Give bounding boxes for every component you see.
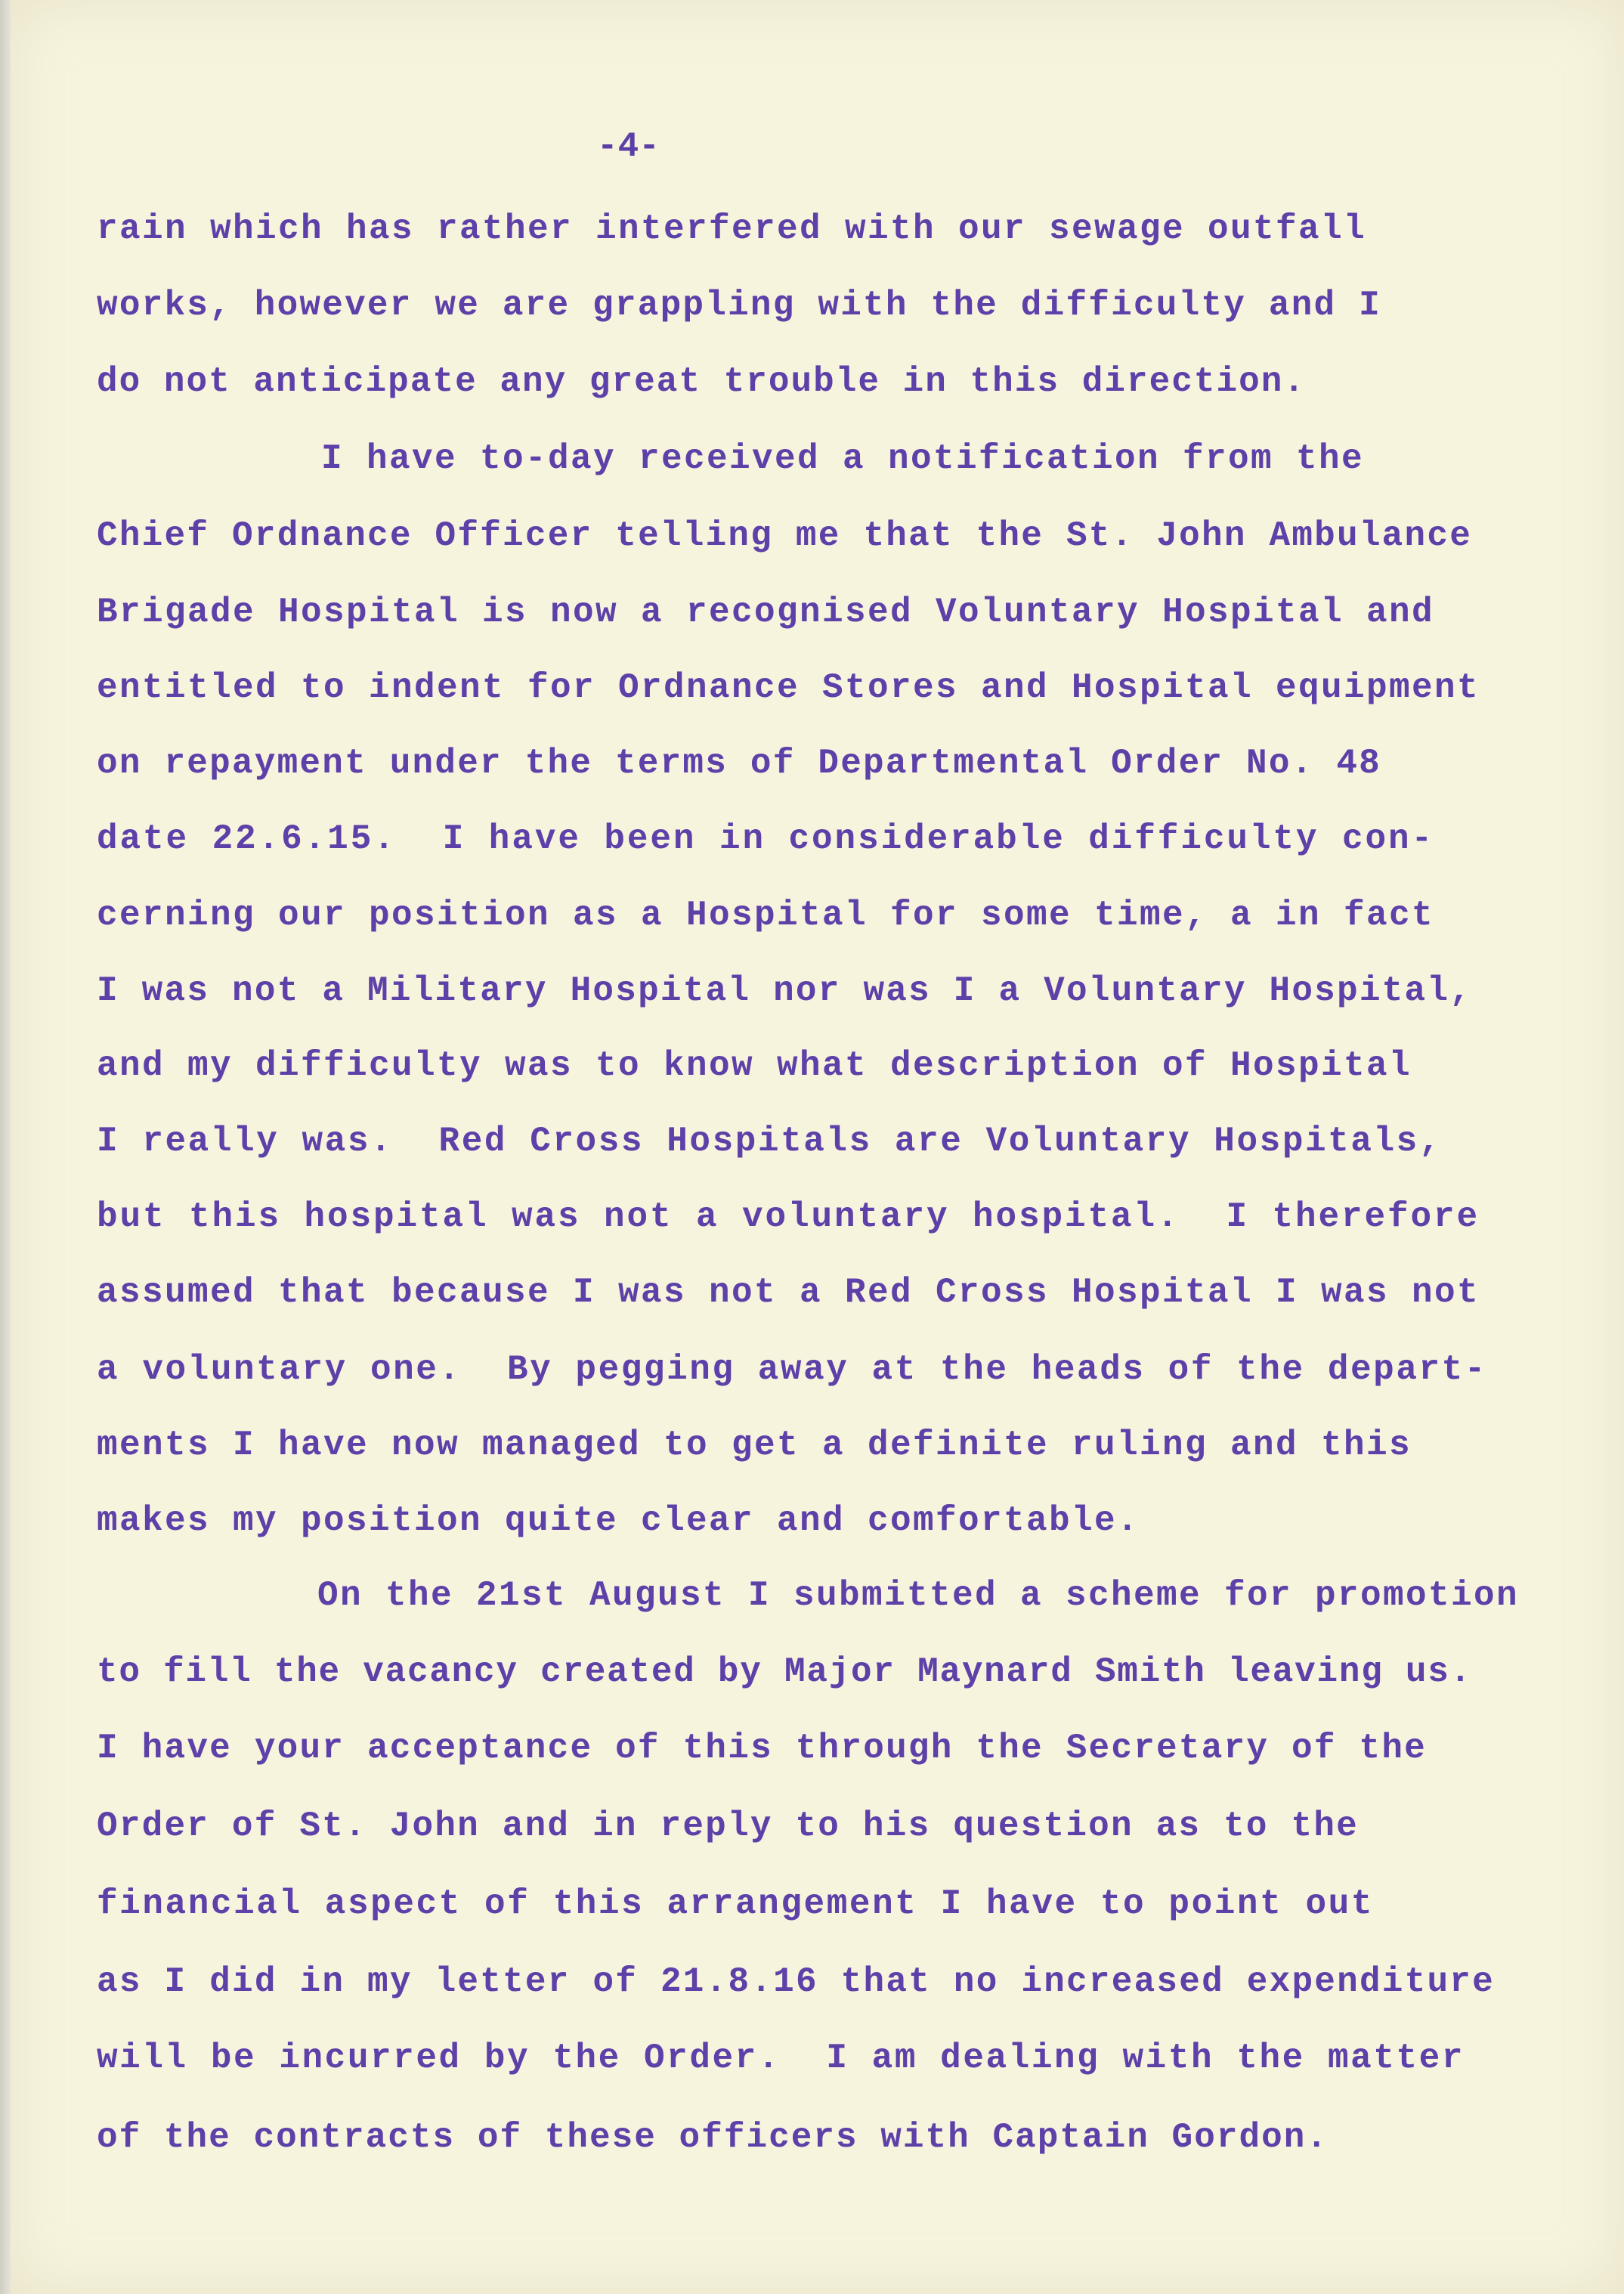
text-line: cerning our position as a Hospital for some time, a in fact	[97, 896, 1434, 935]
text-line: as I did in my letter of 21.8.16 that no increased expenditure	[97, 1962, 1495, 2001]
text-line: On the 21st August I submitted a scheme for promotion	[317, 1576, 1519, 1615]
text-line: financial aspect of this arrangement I have to point out	[97, 1884, 1374, 1924]
page-number: -4-	[597, 127, 660, 166]
text-line: I really was. Red Cross Hospitals are Voluntary Hospitals,	[97, 1122, 1442, 1161]
text-line: works, however we are grappling with the difficulty and I	[97, 286, 1381, 325]
text-line: ments I have now managed to get a definite ruling and this	[97, 1426, 1412, 1465]
text-line: makes my position quite clear and comfortable.	[97, 1501, 1140, 1540]
text-line: assumed that because I was not a Red Cross Hospital I was not	[97, 1273, 1480, 1312]
text-line: to fill the vacancy created by Major Maynard Smith leaving us.	[97, 1652, 1472, 1692]
text-line: on repayment under the terms of Departmental Order No. 48	[97, 744, 1381, 783]
text-line: and my difficulty was to know what description of Hospital	[97, 1046, 1412, 1085]
text-line: I have to-day received a notification from the	[321, 439, 1364, 478]
text-line: I have your acceptance of this through the Secretary of the	[97, 1729, 1427, 1768]
text-line: rain which has rather interfered with our sewage outfall	[97, 209, 1366, 249]
text-line: entitled to indent for Ordnance Stores and Hospital equipment	[97, 668, 1480, 707]
text-line: will be incurred by the Order. I am dealing with the matter	[97, 2039, 1465, 2078]
text-line: do not anticipate any great trouble in this direction.	[97, 362, 1306, 401]
text-line: a voluntary one. By pegging away at the heads of the depart-	[97, 1350, 1487, 1389]
text-line: Chief Ordnance Officer telling me that the St. John Ambulance	[97, 516, 1473, 556]
text-line: I was not a Military Hospital nor was I a Voluntary Hospital,	[97, 971, 1473, 1011]
text-line: Brigade Hospital is now a recognised Voluntary Hospital and	[97, 593, 1434, 632]
text-line: but this hospital was not a voluntary hospital. I therefore	[97, 1197, 1480, 1237]
text-line: of the contracts of these officers with Captain Gordon.	[97, 2118, 1329, 2157]
text-line: date 22.6.15. I have been in considerable difficulty con-	[97, 819, 1435, 859]
text-line: Order of St. John and in reply to his question as to the	[97, 1806, 1360, 1846]
